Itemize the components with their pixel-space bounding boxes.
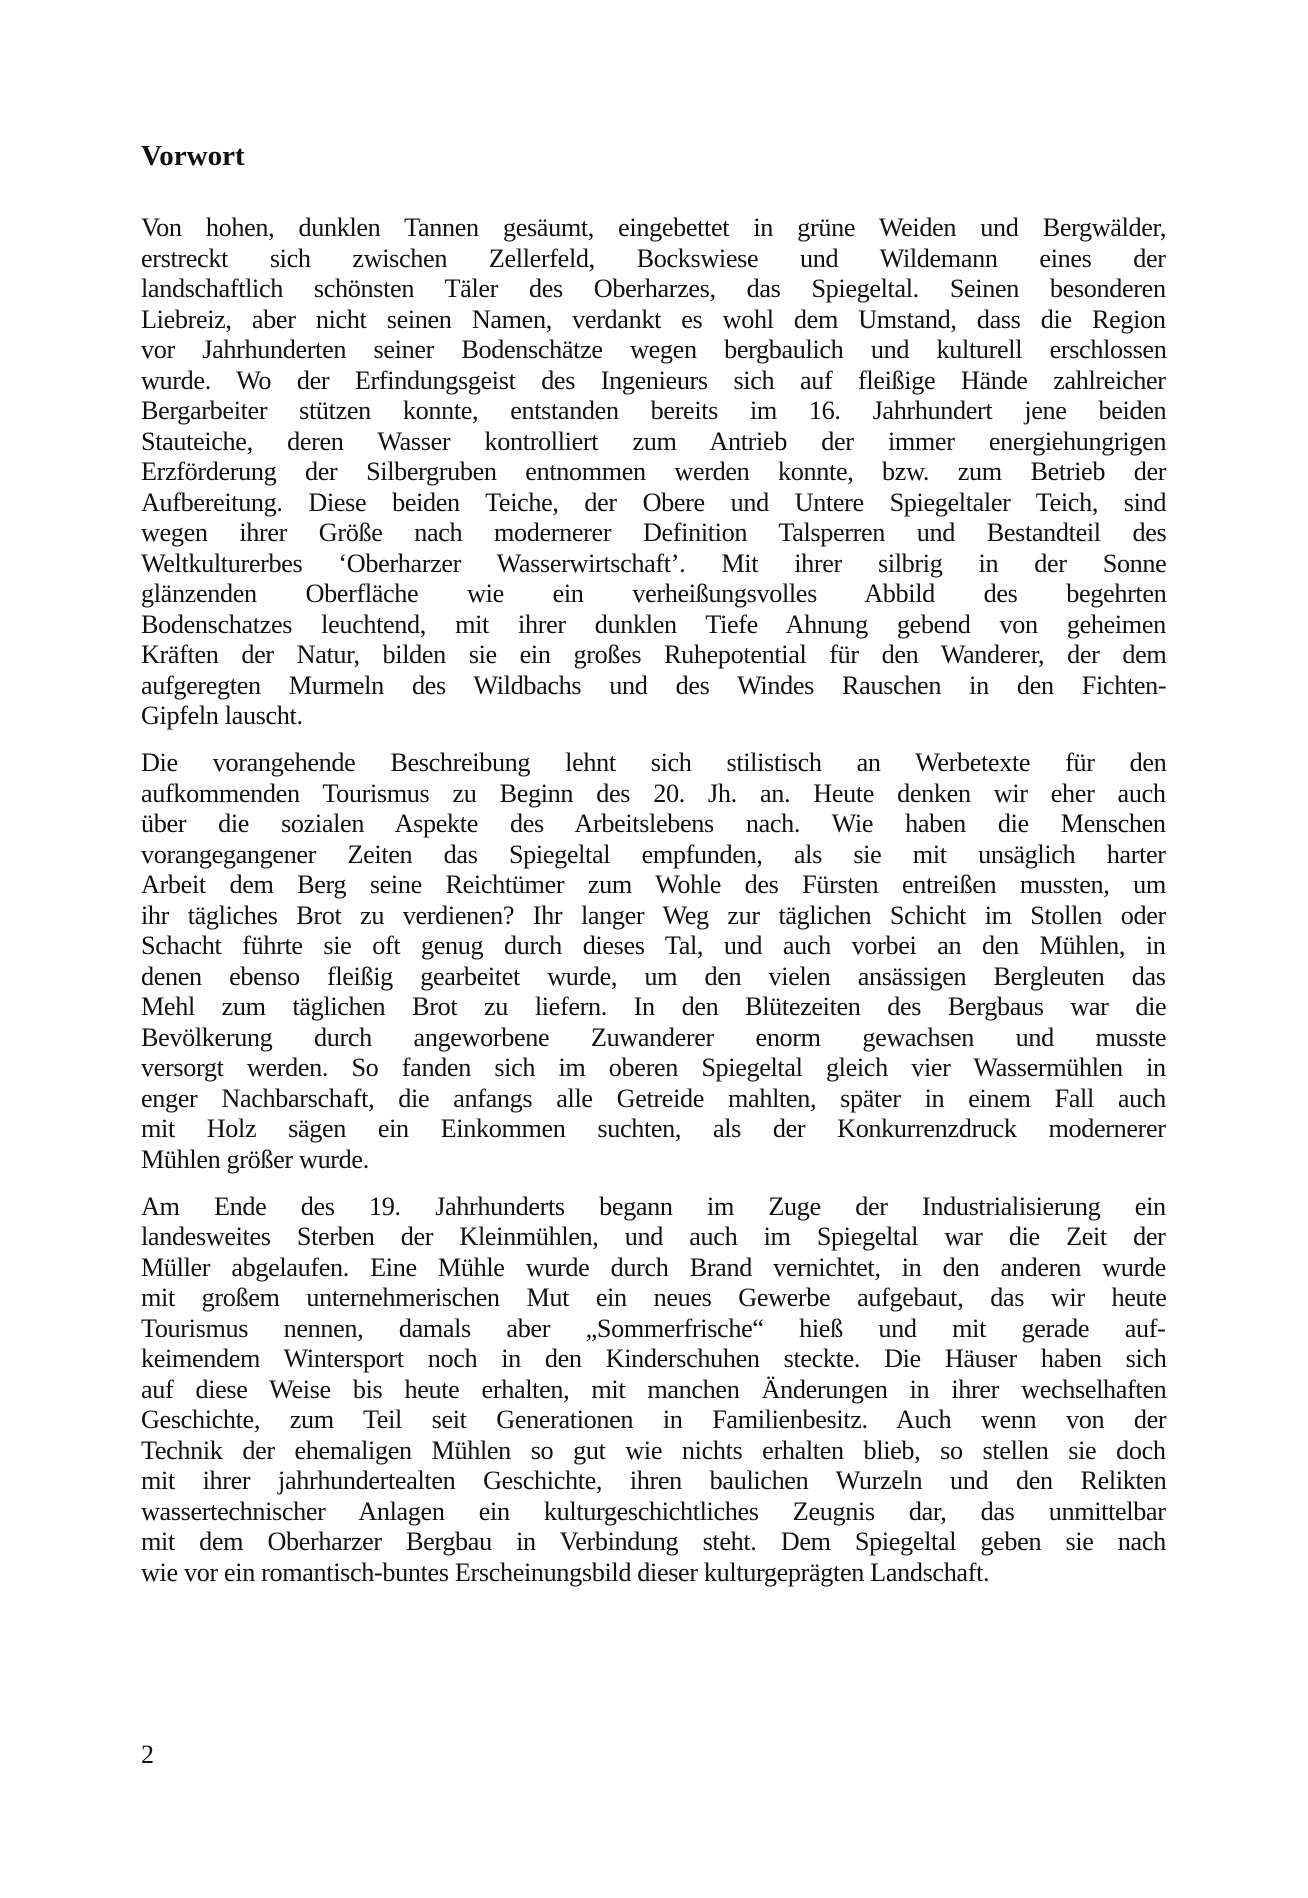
text-line: Bevölkerung durch angeworbene Zuwanderer enorm gewachsen und musste (141, 1022, 1167, 1052)
text-line: denen ebenso fleißig gearbeitet wurde, um den vielen ansässigen Bergleuten das (141, 961, 1166, 991)
text-line: glänzenden Oberfläche wie ein verheißungsvolles Abbild des begehrten (141, 579, 1167, 608)
text-line: Die vorangehende Beschreibung lehnt sich stilistisch an Werbetexte für den (141, 748, 1167, 777)
text-line: erstreckt sich zwischen Zellerfeld, Bockswiese und Wildemann eines der (141, 243, 1166, 273)
text-line: Am Ende des 19. Jahrhunderts begann im Zuge der Industrialisierung ein (141, 1191, 1166, 1221)
text-line: Von hohen, dunklen Tannen gesäumt, eingebettet in grüne Weiden und Bergwälder, (141, 213, 1167, 242)
text-line: Weltkulturerbes ‘Oberharzer Wasserwirtschaft’. Mit ihrer silbrig in der Sonne (141, 548, 1167, 578)
paragraph-2 (141, 748, 1166, 1175)
text-line: Mehl zum täglichen Brot zu liefern. In den Blütezeiten des Bergbaus war die (141, 992, 1167, 1021)
text-line: aufkommenden Tourismus zu Beginn des 20. Jh. an. Heute denken wir eher auch (141, 778, 1166, 808)
text-line: Aufbereitung. Diese beiden Teiche, der Obere und Untere Spiegeltaler Teich, sind (141, 487, 1167, 517)
text-line: Bergarbeiter stützen konnte, entstanden bereits im 16. Jahrhundert jene beiden (141, 396, 1167, 425)
text-line: über die sozialen Aspekte des Arbeitslebens nach. Wie haben die Menschen (141, 809, 1166, 838)
text-line: mit großem unternehmerischen Mut ein neues Gewerbe aufgebaut, das wir heute (141, 1283, 1167, 1312)
text-line: mit ihrer jahrhundertealten Geschichte, ihren baulichen Wurzeln und den Relikten (141, 1466, 1167, 1495)
text-line: vor Jahrhunderten seiner Bodenschätze wegen bergbaulich und kulturell erschlossen (141, 335, 1167, 364)
page-number: 2 (141, 1740, 154, 1769)
text-line: keimendem Wintersport noch in den Kinderschuhen steckte. Die Häuser haben sich (141, 1344, 1167, 1373)
text-line: Liebreiz, aber nicht seinen Namen, verdankt es wohl dem Umstand, dass die Region (141, 304, 1166, 334)
text-line: Schacht führte sie oft genug durch dieses Tal, und auch vorbei an den Mühlen, in (141, 931, 1166, 960)
text-line: ihr tägliches Brot zu verdienen? Ihr langer Weg zur täglichen Schicht im Stollen oder (141, 900, 1166, 930)
text-line: Geschichte, zum Teil seit Generationen in Familienbesitz. Auch wenn von der (141, 1405, 1167, 1434)
text-line: Arbeit dem Berg seine Reichtümer zum Wohle des Fürsten entreißen mussten, um (141, 870, 1166, 899)
text-line: versorgt werden. So fanden sich im oberen Spiegeltal gleich vier Wassermühlen in (141, 1053, 1166, 1082)
paragraph-3 (141, 1192, 1166, 1589)
text-line: wurde. Wo der Erfindungsgeist des Ingenieurs sich auf fleißige Hände zahlreicher (141, 365, 1166, 395)
text-line: Mühlen größer wurde. (141, 1144, 369, 1174)
page-title: Vorwort (141, 140, 245, 172)
text-line: wassertechnischer Anlagen ein kulturgeschichtliches Zeugnis dar, das unmittelbar (141, 1496, 1166, 1526)
paragraph-1 (141, 213, 1166, 732)
text-line: wegen ihrer Größe nach modernerer Definition Talsperren und Bestandteil des (141, 518, 1167, 547)
text-line: Gipfeln lauscht. (141, 701, 303, 730)
text-line: Müller abgelaufen. Eine Mühle wurde durch Brand vernichtet, in den anderen wurde (141, 1252, 1166, 1282)
text-line: landesweites Sterben der Kleinmühlen, und auch im Spiegeltal war die Zeit der (141, 1222, 1166, 1251)
text-line: enger Nachbarschaft, die anfangs alle Getreide mahlten, später in einem Fall auch (141, 1083, 1166, 1113)
text-line: wie vor ein romantisch-buntes Erscheinungsbild dieser kulturgeprägten Landschaft. (141, 1557, 990, 1587)
text-line: Erzförderung der Silbergruben entnommen werden konnte, bzw. zum Betrieb der (141, 457, 1167, 486)
text-line: aufgeregten Murmeln des Wildbachs und des Windes Rauschen in den Fichten- (141, 670, 1167, 700)
text-line: landschaftlich schönsten Täler des Oberharzes, das Spiegeltal. Seinen besonderen (141, 274, 1166, 303)
text-line: auf diese Weise bis heute erhalten, mit manchen Änderungen in ihrer wechselhaften (141, 1374, 1167, 1404)
body-text (141, 213, 1166, 1605)
text-line: Technik der ehemaligen Mühlen so gut wie nichts erhalten blieb, so stellen sie doch (141, 1435, 1166, 1465)
text-line: Tourismus nennen, damals aber „Sommerfrische“ hieß und mit gerade auf- (141, 1313, 1166, 1343)
text-line: Stauteiche, deren Wasser kontrolliert zum Antrieb der immer energiehungrigen (141, 426, 1167, 456)
text-line: Kräften der Natur, bilden sie ein großes Ruhepotential für den Wanderer, der dem (141, 640, 1167, 669)
text-line: mit dem Oberharzer Bergbau in Verbindung steht. Dem Spiegeltal geben sie nach (141, 1527, 1166, 1556)
text-line: vorangegangener Zeiten das Spiegeltal empfunden, als sie mit unsäglich harter (141, 839, 1166, 869)
text-line: mit Holz sägen ein Einkommen suchten, als der Konkurrenzdruck modernerer (141, 1114, 1166, 1143)
text-line: Bodenschatzes leuchtend, mit ihrer dunklen Tiefe Ahnung gebend von geheimen (141, 609, 1166, 639)
